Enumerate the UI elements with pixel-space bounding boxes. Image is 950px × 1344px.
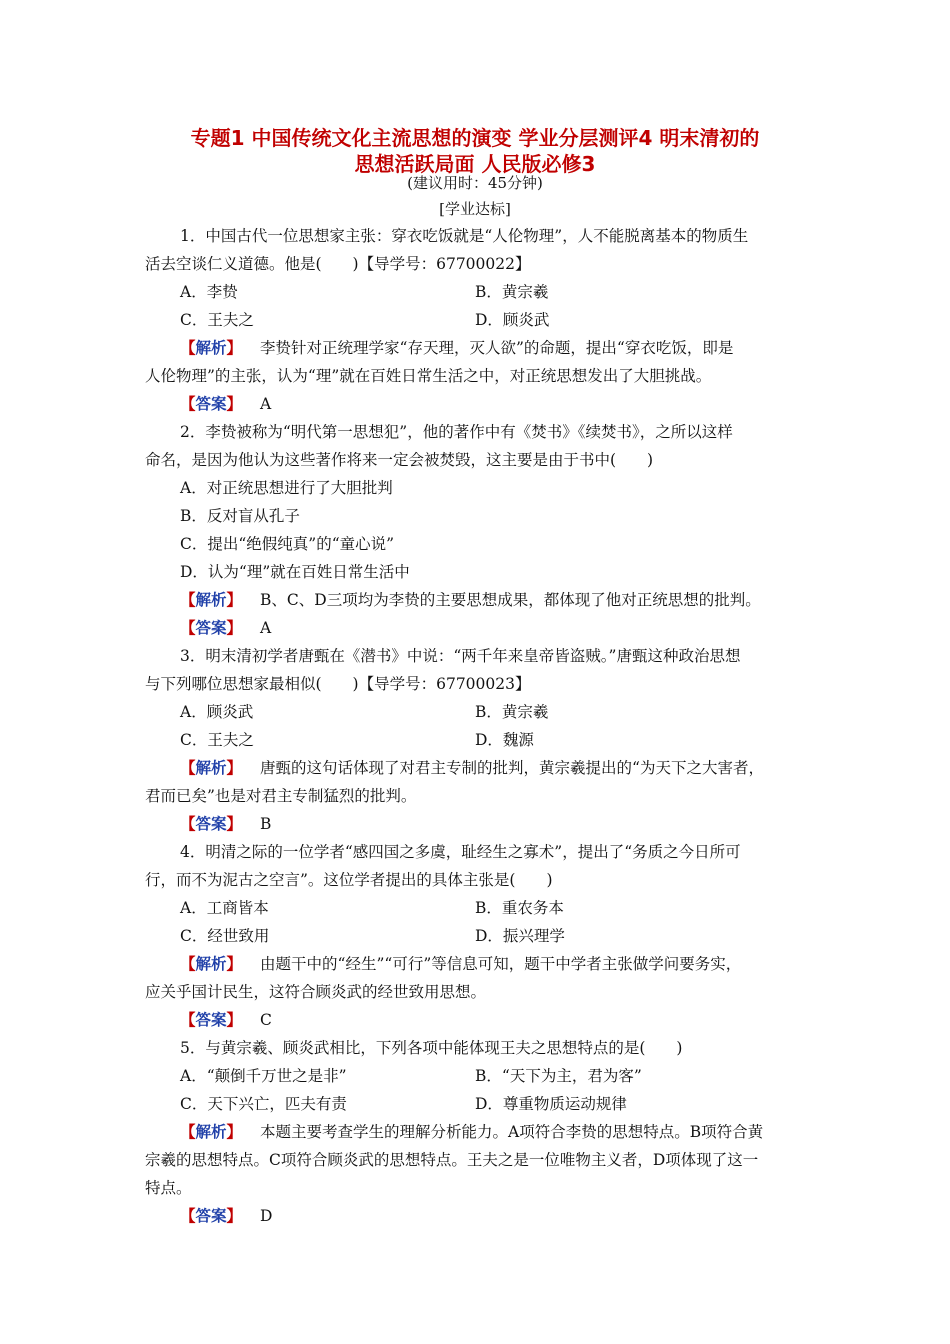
question-stem: 3．明末清初学者唐甄在《潜书》中说：“两千年来皇帝皆盗贼。”唐甄这种政治思想 — [180, 647, 741, 665]
option-d: D．认为“理”就在百姓日常生活中 — [180, 563, 410, 581]
option-c: C．提出“绝假纯真”的“童心说” — [180, 535, 395, 553]
time-note: (建议用时：45分钟) — [407, 174, 543, 192]
option-b: B．反对盲从孔子 — [180, 507, 300, 525]
analysis: 【解析】 由题干中的“经生”“可行”等信息可知，题干中学者主张做学问要务实， — [180, 954, 742, 973]
analysis-tag: 【解析】 — [180, 590, 243, 609]
answer-tag: 【答案】 — [180, 394, 243, 413]
section-heading: [学业达标] — [439, 200, 511, 218]
answer: 【答案】 C — [180, 1010, 272, 1029]
option-b: B．黄宗羲 — [475, 703, 549, 721]
question-stem: 2．李贽被称为“明代第一思想犯”，他的著作中有《焚书》《续焚书》，之所以这样 — [180, 423, 733, 441]
answer: 【答案】 A — [180, 394, 272, 413]
question-stem: 行，而不为泥古之空言”。这位学者提出的具体主张是( ) — [145, 871, 553, 889]
analysis-tag: 【解析】 — [180, 954, 243, 973]
analysis: 【解析】 本题主要考查学生的理解分析能力。A项符合李贽的思想特点。B项符合黄 — [180, 1122, 764, 1141]
analysis: 【解析】 唐甄的这句话体现了对君主专制的批判，黄宗羲提出的“为天下之大害者， — [180, 758, 764, 777]
question-2 — [145, 418, 815, 642]
answer: 【答案】 A — [180, 618, 272, 637]
option-b: B．“天下为主，君为客” — [475, 1067, 642, 1085]
question-stem: 与下列哪位思想家最相似( )【导学号：67700023】 — [145, 675, 531, 693]
analysis-text: 人伦物理”的主张，认为“理”就在百姓日常生活之中，对正统思想发出了大胆挑战。 — [145, 367, 712, 385]
question-stem: 5．与黄宗羲、顾炎武相比，下列各项中能体现王夫之思想特点的是( ) — [180, 1039, 683, 1057]
question-5 — [145, 1034, 815, 1230]
option-c: C．王夫之 — [180, 311, 254, 329]
analysis-text: 君而已矣”也是对君主专制猛烈的批判。 — [145, 787, 417, 805]
analysis-text: 应关乎国计民生，这符合顾炎武的经世致用思想。 — [145, 983, 487, 1001]
question-stem: 4．明清之际的一位学者“感四国之多虞，耻经生之寡术”，提出了“务质之今日所可 — [180, 843, 741, 861]
option-b: B．重农务本 — [475, 899, 564, 917]
option-d: D．振兴理学 — [475, 927, 565, 945]
analysis: 【解析】 李贽针对正统理学家“存天理，灭人欲”的命题，提出“穿衣吃饭，即是 — [180, 338, 734, 357]
question-list — [145, 220, 815, 1230]
analysis: 【解析】 B、C、D三项均为李贽的主要思想成果，都体现了他对正统思想的批判。 — [180, 590, 761, 609]
option-b: B．黄宗羲 — [475, 283, 549, 301]
document-title-line2: 思想活跃局面 人民版必修3 — [354, 152, 596, 176]
question-stem: 1．中国古代一位思想家主张：穿衣吃饭就是“人伦物理”，人不能脱离基本的物质生 — [180, 227, 749, 245]
document-title-line1: 专题1 中国传统文化主流思想的演变 学业分层测评4 明末清初的 — [190, 126, 760, 150]
analysis-text: 宗羲的思想特点。C项符合顾炎武的思想特点。王夫之是一位唯物主义者，D项体现了这一 — [145, 1151, 759, 1169]
question-4 — [145, 838, 815, 1034]
analysis-tag: 【解析】 — [180, 338, 243, 357]
answer-tag: 【答案】 — [180, 814, 243, 833]
option-d: D．尊重物质运动规律 — [475, 1095, 627, 1113]
question-stem: 活去空谈仁义道德。他是( )【导学号：67700022】 — [145, 255, 531, 273]
question-stem: 命名，是因为他认为这些著作将来一定会被焚毁，这主要是由于书中( ) — [145, 451, 654, 469]
question-3 — [145, 642, 815, 838]
option-a: A．对正统思想进行了大胆批判 — [180, 479, 393, 497]
analysis-tag: 【解析】 — [180, 758, 243, 777]
option-a: A．“颠倒千万世之是非” — [180, 1067, 347, 1085]
answer: 【答案】 B — [180, 814, 272, 833]
question-1 — [145, 222, 815, 418]
option-d: D．顾炎武 — [475, 311, 550, 329]
answer: 【答案】 D — [180, 1206, 273, 1225]
option-c: C．经世致用 — [180, 927, 270, 945]
answer-tag: 【答案】 — [180, 618, 243, 637]
analysis-text: 特点。 — [145, 1179, 192, 1197]
option-a: A．工商皆本 — [180, 899, 269, 917]
option-c: C．王夫之 — [180, 731, 254, 749]
answer-tag: 【答案】 — [180, 1206, 243, 1225]
option-d: D．魏源 — [475, 731, 534, 749]
answer-tag: 【答案】 — [180, 1010, 243, 1029]
option-c: C．天下兴亡，匹夫有责 — [180, 1095, 347, 1113]
analysis-tag: 【解析】 — [180, 1122, 243, 1141]
option-a: A．李贽 — [180, 283, 238, 301]
option-a: A．顾炎武 — [180, 703, 254, 721]
